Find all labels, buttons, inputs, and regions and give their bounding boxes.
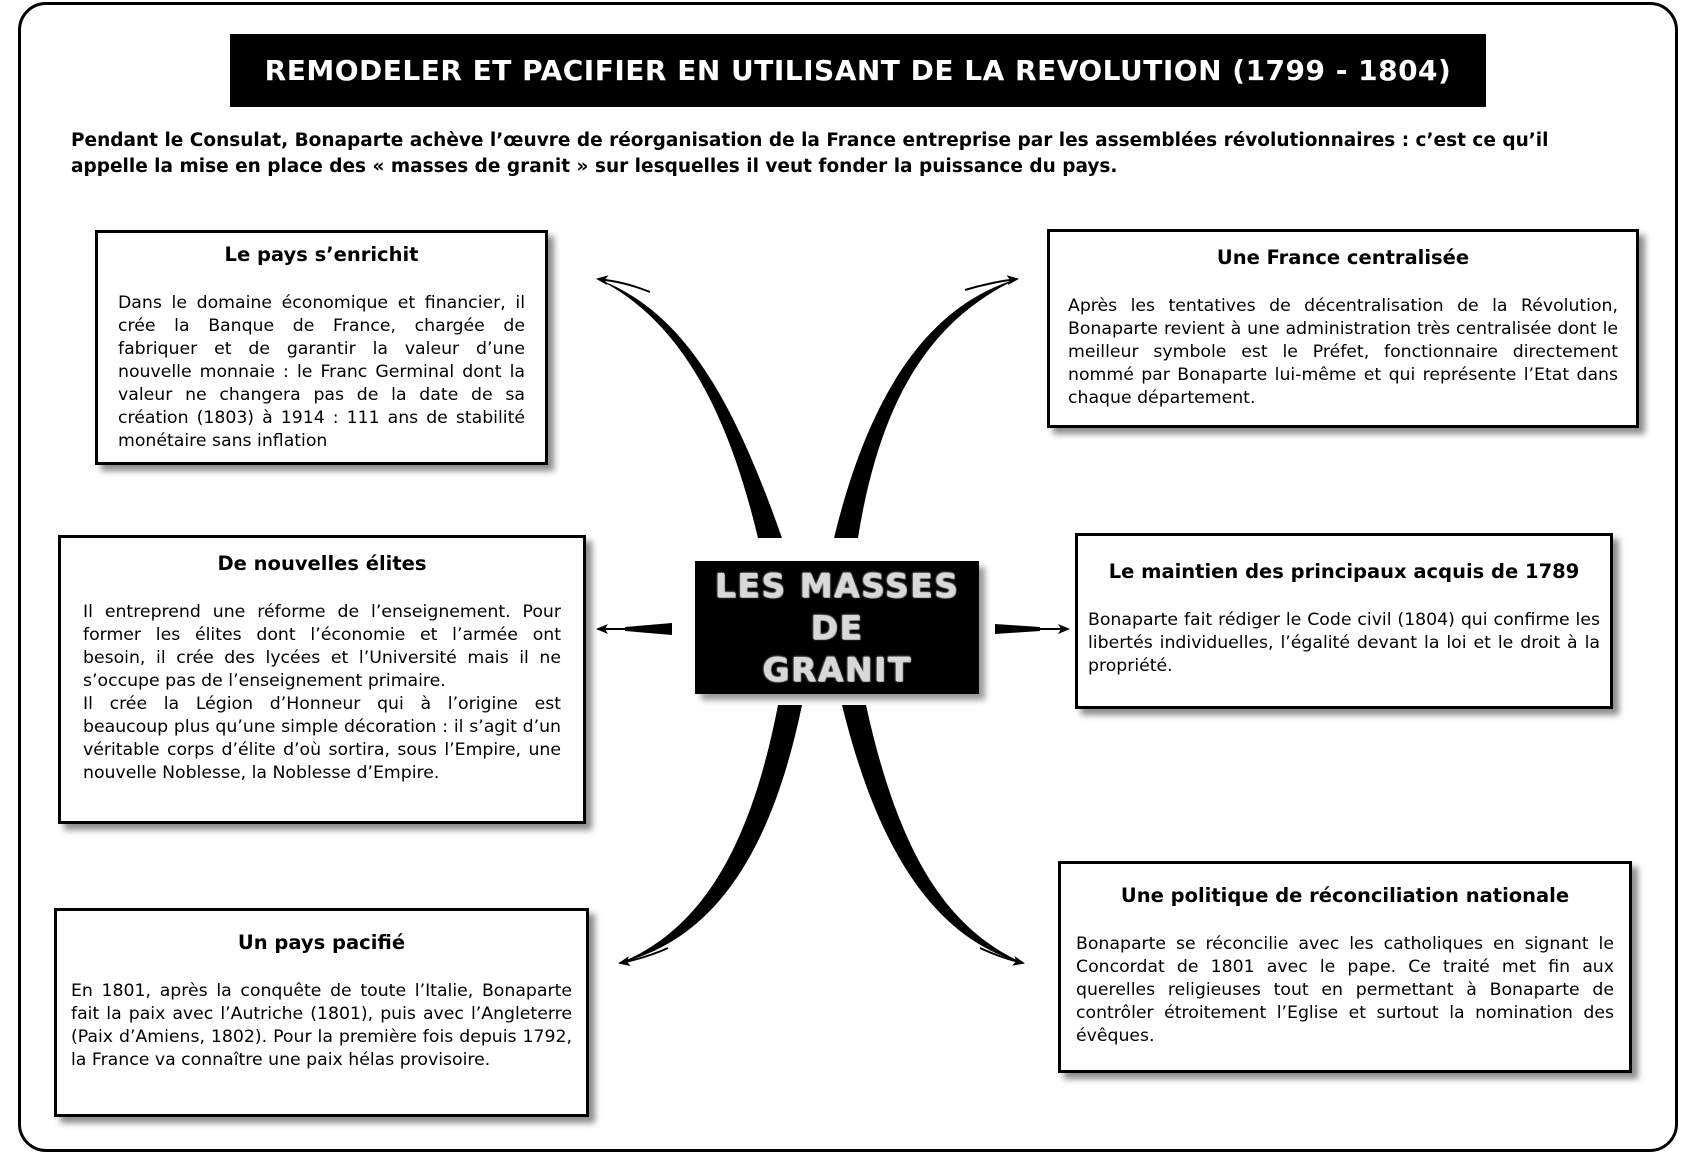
box-pays-pacifie xyxy=(54,908,589,1117)
box-heading: Le maintien des principaux acquis de 1789 xyxy=(1108,560,1580,583)
page-title: REMODELER ET PACIFIER EN UTILISANT DE LA REVOLUTION (1799 - 1804) xyxy=(230,34,1486,107)
box-text: Bonaparte fait rédiger le Code civil (1804) qui confirme les libertés individuelles, l’égalité devant la loi et le droit à la propriété. xyxy=(1088,610,1600,676)
box-heading: Un pays pacifié xyxy=(237,931,406,954)
box-text: Il entreprend une réforme de l’enseignement. Pour former les élites dont l’économie et l’armée ont besoin, il crée des lycées et l’Université mais il ne s’occupe pas de l’enseignement primaire. xyxy=(83,602,561,691)
intro-text: Pendant le Consulat, Bonaparte achève l’œuvre de réorganisation de la France entreprise par les assemblées révolutionnaires : c’est ce qu’il appelle la mise en place des « masses de granit » sur lesquelles il veut fonder la puissance du pays. xyxy=(71,130,1549,177)
box-acquis-1789 xyxy=(1075,533,1613,709)
box-nouvelles-elites xyxy=(58,535,586,824)
central-node xyxy=(695,561,979,694)
arrow-top-right xyxy=(965,279,1017,290)
box-text: Après les tentatives de décentralisation de la Révolution, Bonaparte revient à une administration très centralisée dont le meilleur symbole est le Préfet, fonctionnaire directement nommé par Bonaparte lui-même et qui représente l’Etat dans chaque département. xyxy=(1068,296,1618,408)
arrow-top-left xyxy=(598,279,650,292)
box-pays-enrichit xyxy=(95,230,548,465)
box-france-centralisee xyxy=(1047,229,1639,428)
box-heading: Le pays s’enrichit xyxy=(224,243,419,266)
branch-bottom-left xyxy=(620,705,802,963)
box-reconciliation-nationale xyxy=(1058,861,1632,1073)
branch-mid-right xyxy=(995,624,1040,634)
box-text-2: Il crée la Légion d’Honneur qui à l’origine est beaucoup plus qu’une simple décoration : il s’agit d’un véritable corps d’élite d’où sortira, sous l’Empire, une nouvelle Noblesse, la Noblesse d’Empire. xyxy=(83,694,561,783)
branch-top-right xyxy=(834,279,1017,538)
branch-top-left xyxy=(598,279,782,538)
box-text: En 1801, après la conquête de toute l’Italie, Bonaparte fait la paix avec l’Autriche (1801), puis avec l’Angleterre (Paix d’Amiens, 1802). Pour la première fois depuis 1792, la France va connaître une paix hélas provisoire. xyxy=(71,981,572,1070)
box-heading: Une politique de réconciliation nationale xyxy=(1120,884,1570,907)
central-node-label: LES MASSES DE GRANIT xyxy=(714,565,960,689)
box-heading: Une France centralisée xyxy=(1216,246,1470,269)
box-heading: De nouvelles élites xyxy=(217,552,427,575)
arrow-bottom-left xyxy=(620,948,668,963)
branch-bottom-right xyxy=(842,705,1023,963)
box-text: Dans le domaine économique et financier, il crée la Banque de France, chargée de fabriquer et de garantir la valeur d’une nouvelle monnaie : le Franc Germinal dont la valeur ne changera pas de la date de sa création (1803) à 1914 : 111 ans de stabilité monétaire sans inflation xyxy=(118,293,525,451)
branch-mid-left xyxy=(625,623,672,635)
box-text: Bonaparte se réconcilie avec les catholiques en signant le Concordat de 1801 avec le pape. Ce traité met fin aux querelles religieuses tout en permettant à Bonaparte de contrôler étroitement l’Eglise et surtout la nomination des évêques. xyxy=(1076,934,1614,1046)
